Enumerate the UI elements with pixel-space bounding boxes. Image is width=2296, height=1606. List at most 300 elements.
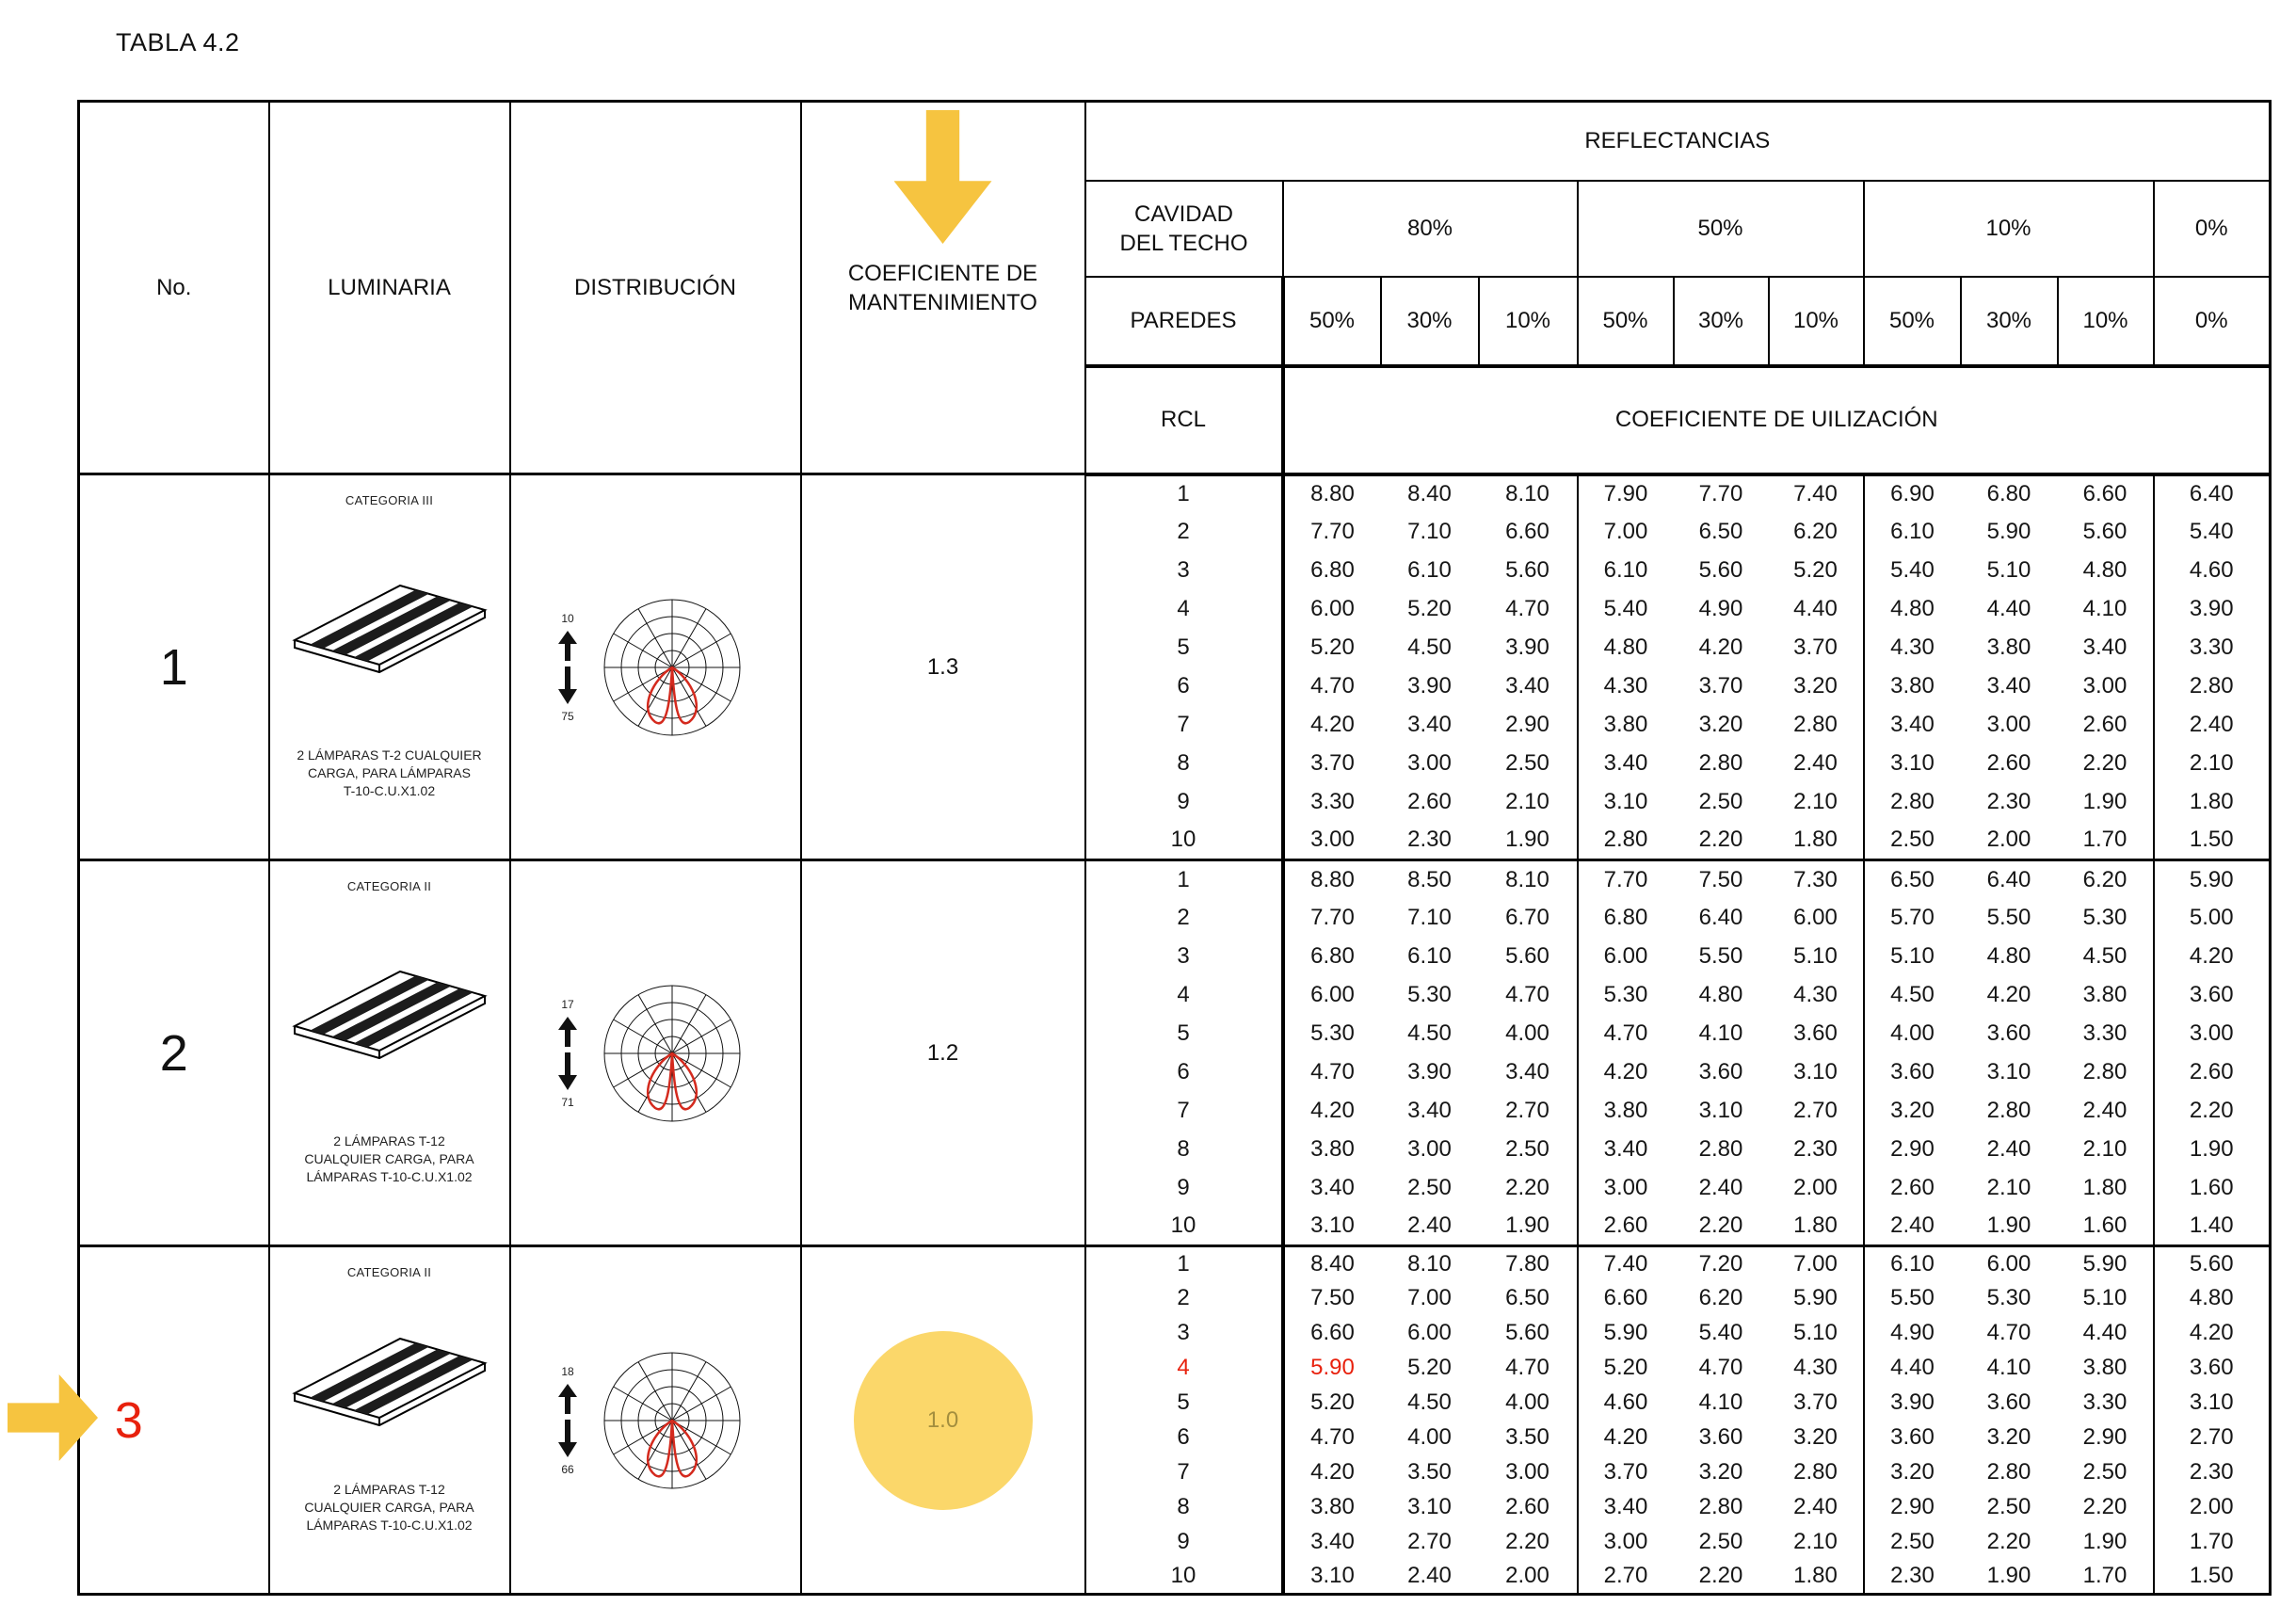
cu-value: 1.80 xyxy=(2058,1169,2154,1208)
cu-value: 2.80 xyxy=(1769,706,1864,745)
cu-value: 5.90 xyxy=(2154,860,2271,899)
cu-value: 3.10 xyxy=(1407,1494,1452,1519)
cu-value: 2.50 xyxy=(1698,1529,1743,1554)
cu-value: 5.30 xyxy=(1603,982,1648,1007)
cu-value: 7.30 xyxy=(1769,860,1864,899)
cu-value: 5.10 xyxy=(2058,1281,2154,1316)
rcl-value: 6 xyxy=(1085,667,1283,706)
cu-value: 3.40 xyxy=(1603,750,1648,776)
cu-value: 4.70 xyxy=(1479,590,1578,629)
cu-value: 4.50 xyxy=(1890,982,1935,1007)
cu-value: 5.60 xyxy=(2058,513,2154,552)
cu-value: 4.40 xyxy=(1769,590,1864,629)
cu-value: 3.40 xyxy=(1986,673,2031,699)
rcl-value: 5 xyxy=(1085,629,1283,667)
cu-value: 4.70 xyxy=(1479,1351,1578,1386)
dist-bottom-value: 71 xyxy=(561,1095,574,1109)
rcl-value: 7 xyxy=(1085,1455,1283,1490)
cu-value: 2.50 xyxy=(1986,1494,2031,1519)
cu-value: 6.10 xyxy=(1890,519,1935,544)
cu-value: 1.60 xyxy=(2058,1208,2154,1246)
cu-value: 6.00 xyxy=(1769,899,1864,938)
luminaire-number-cell xyxy=(79,474,269,860)
cu-value: 4.80 xyxy=(2189,1285,2234,1310)
ceiling-group-10: 10% xyxy=(1864,181,2154,277)
coef-utilizacion-header: COEFICIENTE DE UILIZACIÓN xyxy=(1283,366,2271,474)
ceiling-group-50: 50% xyxy=(1578,181,1864,277)
cu-value: 6.40 xyxy=(2154,474,2271,513)
cu-value: 4.80 xyxy=(1986,943,2031,969)
cu-value: 8.40 xyxy=(1381,474,1479,513)
ceiling-group-0: 0% xyxy=(2154,181,2271,277)
cu-value: 1.90 xyxy=(2058,1525,2154,1560)
cu-value: 3.40 xyxy=(1479,1053,1578,1092)
cu-value: 3.90 xyxy=(1407,673,1452,699)
cu-value: 4.80 xyxy=(1603,634,1648,660)
cu-value: 2.20 xyxy=(1698,1213,1743,1239)
cu-value: 2.00 xyxy=(1986,827,2031,853)
cu-value: 7.40 xyxy=(1769,474,1864,513)
cu-value: 4.20 xyxy=(2189,1320,2234,1345)
cu-value: 8.80 xyxy=(1283,474,1381,513)
cu-value: 3.90 xyxy=(1407,1059,1452,1084)
cu-value: 3.10 xyxy=(1310,1563,1355,1589)
cu-value: 5.60 xyxy=(1479,938,1578,976)
cu-value: 3.90 xyxy=(1479,629,1578,667)
cu-value: 2.40 xyxy=(1769,745,1864,783)
cu-value: 2.60 xyxy=(1890,1175,1935,1200)
cu-value: 5.20 xyxy=(1310,1389,1355,1415)
cu-value: 2.80 xyxy=(2058,1053,2154,1092)
coeficiente-header-line2: MANTENIMIENTO xyxy=(848,289,1037,315)
cu-value: 4.70 xyxy=(1310,1424,1355,1450)
luminaire-caption: 2 LÁMPARAS T-12 CUALQUIER CARGA, PARA LÁMPARAS T-10-C.U.X1.02 xyxy=(304,1481,474,1533)
cu-value: 2.90 xyxy=(1890,1494,1935,1519)
cu-value: 2.30 xyxy=(1407,827,1452,853)
rcl-value: 2 xyxy=(1085,899,1283,938)
cu-value: 5.90 xyxy=(1769,1281,1864,1316)
cu-value: 5.90 xyxy=(2058,1246,2154,1281)
cu-value: 3.00 xyxy=(1603,1529,1648,1554)
rcl-value: 10 xyxy=(1085,1208,1283,1246)
cu-value: 7.00 xyxy=(1769,1246,1864,1281)
cu-value: 6.40 xyxy=(1961,860,2058,899)
cu-value: 2.10 xyxy=(2058,1131,2154,1169)
cu-value: 2.80 xyxy=(1769,1455,1864,1490)
cu-value: 2.50 xyxy=(1479,745,1578,783)
cu-value: 2.80 xyxy=(1986,1098,2031,1123)
luminaire-number: 1 xyxy=(159,638,188,696)
cu-value: 4.00 xyxy=(1407,1424,1452,1450)
cu-value: 4.90 xyxy=(1890,1320,1935,1345)
cu-value: 2.80 xyxy=(1890,789,1935,814)
distribucion-cell xyxy=(510,1246,801,1595)
cu-value: 2.60 xyxy=(1407,789,1452,814)
cu-value: 6.40 xyxy=(1698,905,1743,930)
cu-value: 1.80 xyxy=(1769,822,1864,860)
down-arrow-icon xyxy=(556,1420,579,1457)
rcl-value: 2 xyxy=(1085,1281,1283,1316)
cu-value: 5.30 xyxy=(1407,982,1452,1007)
cu-value: 4.10 xyxy=(2058,590,2154,629)
luminaire-caption: 2 LÁMPARAS T-12 CUALQUIER CARGA, PARA LÁMPARAS T-10-C.U.X1.02 xyxy=(304,1132,474,1184)
cu-value: 1.70 xyxy=(2058,822,2154,860)
cu-value: 5.20 xyxy=(1310,634,1355,660)
cu-value: 4.20 xyxy=(2189,943,2234,969)
cu-value: 7.90 xyxy=(1578,474,1674,513)
cu-value: 3.40 xyxy=(1603,1136,1648,1162)
cu-value: 3.30 xyxy=(2058,1015,2154,1053)
cu-value: 3.20 xyxy=(1890,1459,1935,1485)
cu-value: 2.50 xyxy=(1890,1529,1935,1554)
cu-value: 2.40 xyxy=(1986,1136,2031,1162)
cu-value: 3.10 xyxy=(1603,789,1648,814)
dist-top-value: 18 xyxy=(561,1364,574,1378)
rcl-value: 9 xyxy=(1085,783,1283,822)
cu-value: 3.80 xyxy=(2058,1351,2154,1386)
cu-value: 2.40 xyxy=(1698,1175,1743,1200)
rcl-value: 9 xyxy=(1085,1169,1283,1208)
cu-value: 1.70 xyxy=(2189,1529,2234,1554)
cu-value: 4.50 xyxy=(2058,938,2154,976)
wall-percent: 50% xyxy=(1578,277,1674,366)
cu-value: 4.70 xyxy=(1310,1059,1355,1084)
dist-bottom-value: 75 xyxy=(561,709,574,723)
cu-value: 3.00 xyxy=(1479,1455,1578,1490)
rcl-value: 3 xyxy=(1085,552,1283,590)
cu-value: 2.70 xyxy=(2189,1424,2234,1450)
distribucion-cell xyxy=(510,860,801,1246)
cu-value: 6.00 xyxy=(1310,596,1355,621)
cu-value: 6.60 xyxy=(2058,474,2154,513)
cu-value: 3.50 xyxy=(1407,1459,1452,1485)
cu-value: 3.50 xyxy=(1479,1421,1578,1455)
cu-value: 3.70 xyxy=(1310,750,1355,776)
rcl-value: 7 xyxy=(1085,706,1283,745)
cu-value: 3.90 xyxy=(1890,1389,1935,1415)
cu-value: 6.50 xyxy=(1864,860,1961,899)
cu-value: 6.00 xyxy=(1961,1246,2058,1281)
cu-value: 5.50 xyxy=(1890,1285,1935,1310)
cu-value: 1.40 xyxy=(2189,1213,2234,1239)
cu-value: 3.70 xyxy=(1698,673,1743,699)
cu-value: 3.60 xyxy=(1890,1059,1935,1084)
cu-value: 7.20 xyxy=(1674,1246,1769,1281)
cu-value: 6.80 xyxy=(1310,943,1355,969)
coeficiente-header-line1: COEFICIENTE DE xyxy=(847,260,1038,286)
cu-value: 7.40 xyxy=(1578,1246,1674,1281)
luminaire-drawing xyxy=(281,1325,498,1434)
col-header-no: No. xyxy=(79,102,269,474)
cu-value: 2.60 xyxy=(2189,1059,2234,1084)
cu-value: 5.40 xyxy=(1603,596,1648,621)
cu-value: 1.80 xyxy=(2189,789,2234,814)
cu-value: 4.30 xyxy=(1769,976,1864,1015)
cu-value: 6.50 xyxy=(1479,1281,1578,1316)
cu-value: 5.90 xyxy=(1310,1355,1355,1380)
cu-value: 2.50 xyxy=(1479,1131,1578,1169)
cu-value: 5.60 xyxy=(1479,552,1578,590)
cu-value: 1.80 xyxy=(1769,1208,1864,1246)
rcl-value: 8 xyxy=(1085,1490,1283,1525)
cu-value: 2.10 xyxy=(2189,750,2234,776)
cu-value: 3.80 xyxy=(2058,976,2154,1015)
rcl-value: 5 xyxy=(1085,1015,1283,1053)
cu-value: 2.20 xyxy=(1698,827,1743,853)
cu-value: 1.90 xyxy=(1479,1208,1578,1246)
cu-value: 2.90 xyxy=(2058,1421,2154,1455)
dist-top-value: 10 xyxy=(561,611,574,625)
cu-value: 7.70 xyxy=(1578,860,1674,899)
paredes-header: PAREDES xyxy=(1085,277,1283,366)
cu-value: 2.10 xyxy=(1986,1175,2031,1200)
cu-value: 3.70 xyxy=(1769,629,1864,667)
cu-value: 5.60 xyxy=(1479,1316,1578,1351)
maintenance-coefficient: 1.2 xyxy=(926,1039,959,1066)
cu-value: 3.10 xyxy=(1890,750,1935,776)
maintenance-coefficient: 1.3 xyxy=(926,653,959,680)
cu-value: 1.90 xyxy=(2058,783,2154,822)
cu-value: 2.20 xyxy=(1698,1563,1743,1589)
cu-value: 6.10 xyxy=(1407,943,1452,969)
cu-value: 3.00 xyxy=(1407,750,1452,776)
luminaria-cell xyxy=(269,1246,510,1595)
cu-value: 3.80 xyxy=(1603,1098,1648,1123)
luminaire-number-cell xyxy=(79,1246,269,1595)
rcl-value: 10 xyxy=(1085,822,1283,860)
up-arrow-icon xyxy=(556,631,579,661)
cu-value: 1.90 xyxy=(1479,822,1578,860)
cu-value: 2.10 xyxy=(1769,783,1864,822)
cu-value: 2.60 xyxy=(1479,1490,1578,1525)
cu-value: 6.20 xyxy=(2058,860,2154,899)
cu-value: 5.00 xyxy=(2189,905,2234,930)
cu-value: 2.60 xyxy=(1603,1213,1648,1239)
cu-value: 4.50 xyxy=(1407,1389,1452,1415)
cu-value: 2.10 xyxy=(1479,783,1578,822)
wall-percent: 50% xyxy=(1283,277,1381,366)
cu-value: 4.70 xyxy=(1603,1020,1648,1046)
cu-value: 4.30 xyxy=(1769,1351,1864,1386)
cu-value: 3.00 xyxy=(2058,667,2154,706)
cu-value: 3.00 xyxy=(1407,1136,1452,1162)
cu-value: 2.80 xyxy=(1698,1494,1743,1519)
cu-value: 8.10 xyxy=(1381,1246,1479,1281)
cu-value: 7.70 xyxy=(1310,519,1355,544)
cu-value: 3.40 xyxy=(2058,629,2154,667)
cu-value: 3.80 xyxy=(1603,712,1648,737)
cu-value: 3.60 xyxy=(1986,1020,2031,1046)
cu-value: 3.20 xyxy=(1698,712,1743,737)
distribucion-cell xyxy=(510,474,801,860)
cu-value: 2.20 xyxy=(2058,1490,2154,1525)
cu-value: 3.40 xyxy=(1890,712,1935,737)
cu-value: 6.50 xyxy=(1698,519,1743,544)
rcl-value: 9 xyxy=(1085,1525,1283,1560)
cu-value: 2.70 xyxy=(1407,1529,1452,1554)
rcl-value: 1 xyxy=(1085,1246,1283,1281)
cu-value: 6.10 xyxy=(1603,557,1648,583)
wall-percent: 30% xyxy=(1674,277,1769,366)
cu-value: 2.80 xyxy=(1986,1459,2031,1485)
cu-value: 4.20 xyxy=(1986,982,2031,1007)
cu-value: 5.20 xyxy=(1603,1355,1648,1380)
cu-value: 3.70 xyxy=(1603,1459,1648,1485)
rcl-value: 4 xyxy=(1085,976,1283,1015)
dist-top-value: 17 xyxy=(561,997,574,1011)
cu-value: 7.80 xyxy=(1479,1246,1578,1281)
luminaire-number-cell xyxy=(79,860,269,1246)
rcl-value: 4 xyxy=(1085,590,1283,629)
cu-value: 2.70 xyxy=(1769,1092,1864,1131)
cu-value: 3.10 xyxy=(2189,1389,2234,1415)
rcl-value: 4 xyxy=(1085,1351,1283,1386)
up-arrow-icon xyxy=(556,1017,579,1047)
cu-value: 2.00 xyxy=(1769,1169,1864,1208)
coeficiente-cell xyxy=(801,1246,1085,1595)
cu-value: 5.50 xyxy=(1698,943,1743,969)
cu-value: 1.70 xyxy=(2058,1560,2154,1595)
cu-value: 4.20 xyxy=(1310,712,1355,737)
cu-value: 4.00 xyxy=(1479,1015,1578,1053)
cu-value: 2.80 xyxy=(2189,673,2234,699)
rcl-value: 5 xyxy=(1085,1386,1283,1421)
cu-value: 2.60 xyxy=(2058,706,2154,745)
cu-value: 2.30 xyxy=(1986,789,2031,814)
cu-value: 3.30 xyxy=(2189,634,2234,660)
cu-value: 4.20 xyxy=(1603,1424,1648,1450)
col-header-luminaria: LUMINARIA xyxy=(269,102,510,474)
cu-value: 2.20 xyxy=(1479,1169,1578,1208)
col-header-distribucion: DISTRIBUCIÓN xyxy=(510,102,801,474)
cu-value: 1.60 xyxy=(2189,1175,2234,1200)
cu-value: 5.30 xyxy=(1986,1285,2031,1310)
cu-value: 4.20 xyxy=(1603,1059,1648,1084)
cu-value: 2.40 xyxy=(2189,712,2234,737)
cu-value: 5.10 xyxy=(1769,1316,1864,1351)
cu-value: 7.70 xyxy=(1310,905,1355,930)
cu-value: 2.40 xyxy=(1769,1490,1864,1525)
cu-value: 3.60 xyxy=(2189,982,2234,1007)
categoria-label: CATEGORIA II xyxy=(346,878,432,893)
cu-value: 4.40 xyxy=(1890,1355,1935,1380)
cu-value: 3.40 xyxy=(1310,1175,1355,1200)
cu-value: 4.60 xyxy=(1603,1389,1648,1415)
luminaire-number: 3 xyxy=(114,1391,143,1449)
cu-value: 6.80 xyxy=(1310,557,1355,583)
cu-value: 4.80 xyxy=(1698,982,1743,1007)
cu-value: 3.60 xyxy=(1769,1015,1864,1053)
cu-value: 3.80 xyxy=(1986,634,2031,660)
down-arrow-icon xyxy=(556,666,579,704)
rcl-header: RCL xyxy=(1085,366,1283,474)
rcl-value: 6 xyxy=(1085,1421,1283,1455)
cu-value: 4.30 xyxy=(1890,634,1935,660)
cu-value: 2.80 xyxy=(1698,750,1743,776)
cu-value: 5.90 xyxy=(1986,519,2031,544)
rcl-value: 2 xyxy=(1085,513,1283,552)
cu-value: 4.30 xyxy=(1603,673,1648,699)
luminaire-drawing xyxy=(281,572,498,681)
cu-value: 5.20 xyxy=(1407,596,1452,621)
cu-value: 4.70 xyxy=(1698,1355,1743,1380)
cu-value: 2.30 xyxy=(1769,1131,1864,1169)
cu-value: 1.80 xyxy=(1769,1560,1864,1595)
cu-value: 4.40 xyxy=(1986,596,2031,621)
cu-value: 3.20 xyxy=(1698,1459,1743,1485)
cu-value: 2.10 xyxy=(1769,1525,1864,1560)
cu-value: 1.50 xyxy=(2189,1563,2234,1589)
luminaire-drawing xyxy=(281,958,498,1067)
cu-value: 5.10 xyxy=(1986,557,2031,583)
cu-value: 4.90 xyxy=(1698,596,1743,621)
cu-value: 5.10 xyxy=(1769,938,1864,976)
cu-value: 4.10 xyxy=(1986,1355,2031,1380)
cu-value: 1.90 xyxy=(2189,1136,2234,1162)
cu-value: 2.30 xyxy=(2189,1459,2234,1485)
cu-value: 3.40 xyxy=(1407,712,1452,737)
cu-value: 8.10 xyxy=(1479,860,1578,899)
cu-value: 3.20 xyxy=(1890,1098,1935,1123)
cu-value: 5.20 xyxy=(1407,1355,1452,1380)
cu-value: 5.30 xyxy=(2058,899,2154,938)
cu-value: 8.40 xyxy=(1283,1246,1381,1281)
coeficiente-cell xyxy=(801,474,1085,860)
cavidad-header xyxy=(1085,181,1283,277)
cavidad-line1: CAVIDAD xyxy=(1134,201,1233,227)
cu-value: 5.40 xyxy=(1890,557,1935,583)
cu-value: 6.60 xyxy=(1479,513,1578,552)
cu-value: 3.10 xyxy=(1310,1213,1355,1239)
rcl-value: 1 xyxy=(1085,860,1283,899)
cu-value: 7.00 xyxy=(1407,1285,1452,1310)
page-title: TABLA 4.2 xyxy=(116,28,240,56)
cu-value: 3.00 xyxy=(2189,1020,2234,1046)
luminaria-cell xyxy=(269,474,510,860)
cu-value: 2.30 xyxy=(1890,1563,1935,1589)
reflectancias-header: REFLECTANCIAS xyxy=(1085,102,2271,181)
col-header-coeficiente xyxy=(801,102,1085,474)
cu-value: 5.50 xyxy=(1986,905,2031,930)
cu-value: 8.10 xyxy=(1479,474,1578,513)
wall-percent: 0% xyxy=(2154,277,2271,366)
cu-value: 3.40 xyxy=(1407,1098,1452,1123)
rcl-value: 10 xyxy=(1085,1560,1283,1595)
rcl-value: 7 xyxy=(1085,1092,1283,1131)
cu-value: 4.00 xyxy=(1479,1386,1578,1421)
cu-value: 4.10 xyxy=(1698,1020,1743,1046)
luminaria-cell xyxy=(269,860,510,1246)
cu-value: 2.00 xyxy=(1479,1560,1578,1595)
cu-value: 2.50 xyxy=(1698,789,1743,814)
cu-value: 6.80 xyxy=(1961,474,2058,513)
cu-value: 2.80 xyxy=(1603,827,1648,853)
cu-value: 3.60 xyxy=(1698,1059,1743,1084)
wall-percent: 30% xyxy=(1961,277,2058,366)
cu-value: 3.70 xyxy=(1769,1386,1864,1421)
cu-value: 2.50 xyxy=(1407,1175,1452,1200)
cu-value: 5.90 xyxy=(1603,1320,1648,1345)
cu-value: 5.40 xyxy=(2189,519,2234,544)
cu-value: 3.00 xyxy=(1310,827,1355,853)
utilization-table xyxy=(77,100,2272,1596)
down-arrow-icon xyxy=(556,1052,579,1090)
cu-value: 6.60 xyxy=(1310,1320,1355,1345)
cu-value: 2.50 xyxy=(1890,827,1935,853)
cu-value: 4.00 xyxy=(1890,1020,1935,1046)
rcl-value: 1 xyxy=(1085,474,1283,513)
cu-value: 4.20 xyxy=(1698,634,1743,660)
